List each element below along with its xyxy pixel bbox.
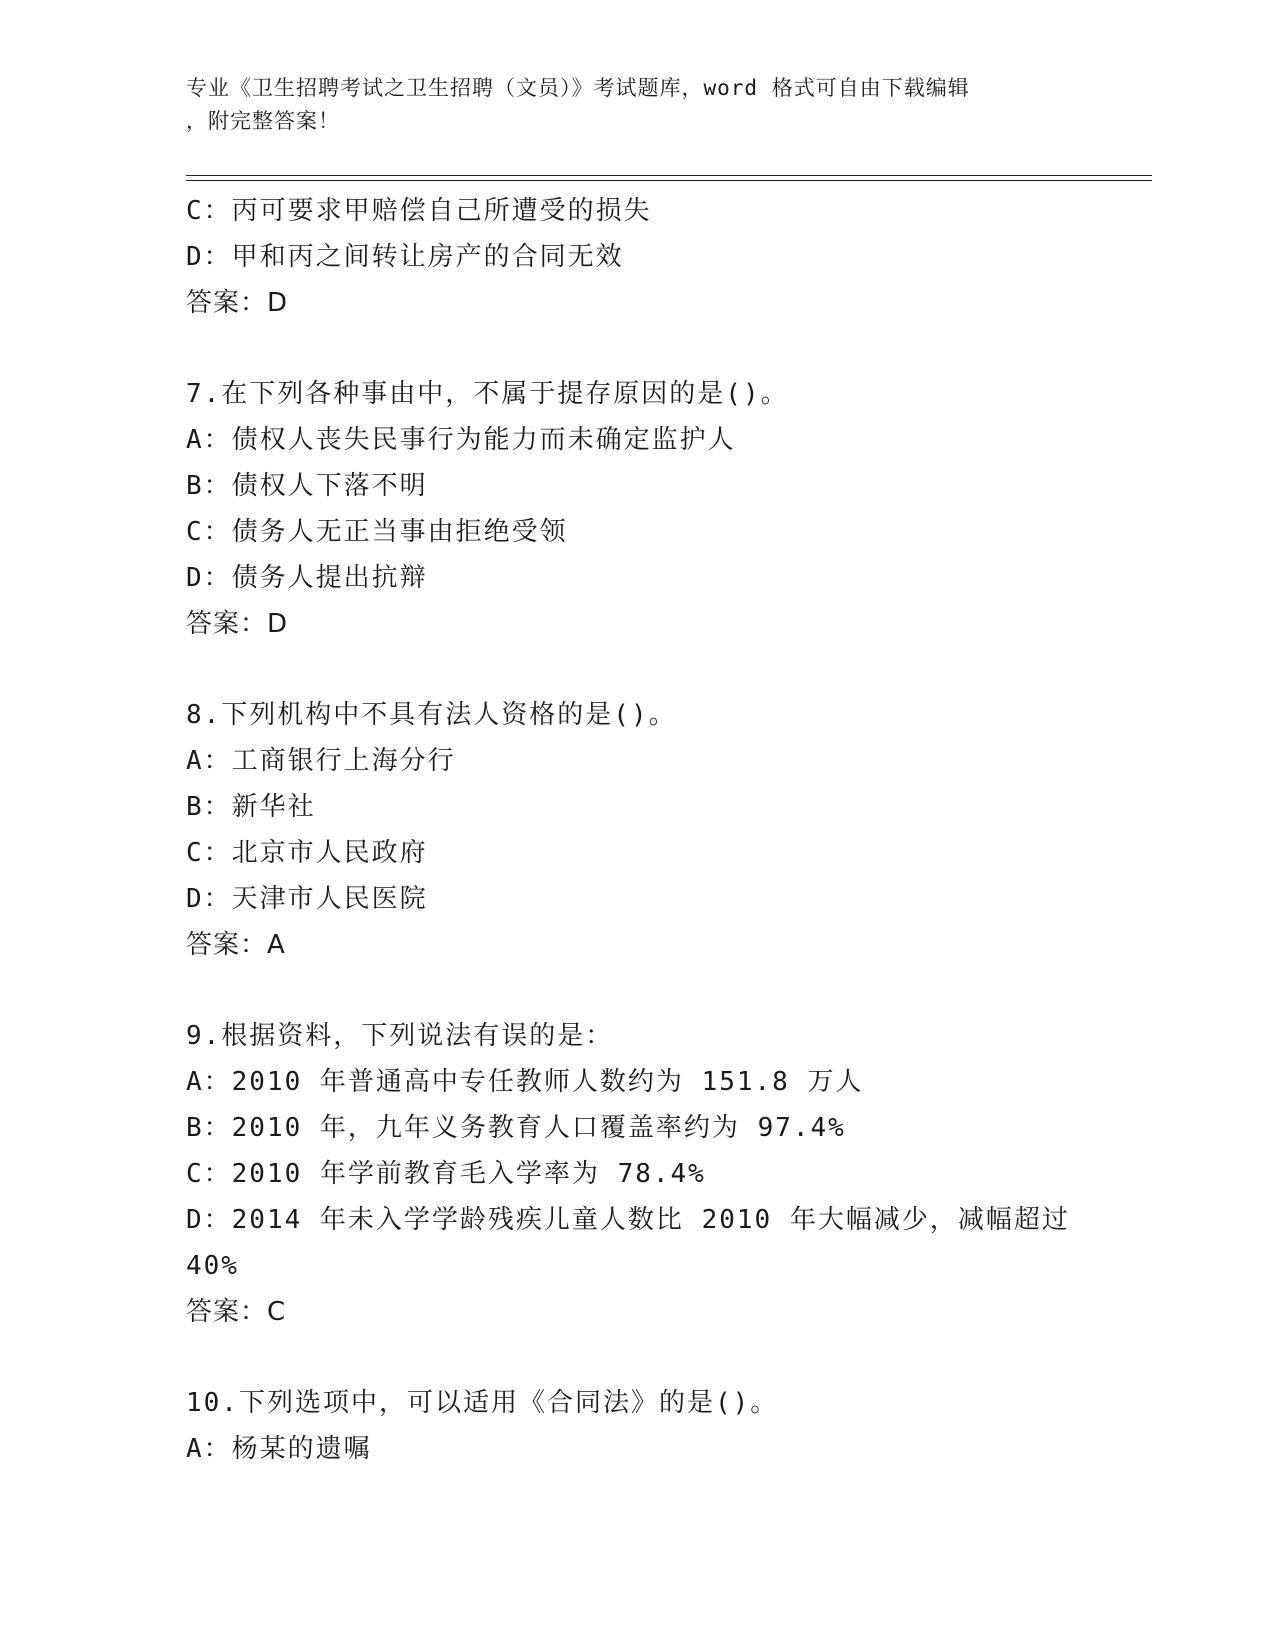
header-divider-top <box>186 175 1152 176</box>
option-a: A：杨某的遗嘱 <box>186 1434 372 1464</box>
option-b: B：2010 年，九年义务教育人口覆盖率约为 97.4% <box>186 1113 846 1143</box>
option-d: D：天津市人民医院 <box>186 884 428 914</box>
header-title-line: 专业《卫生招聘考试之卫生招聘（文员）》考试题库，word 格式可自由下载编辑 <box>186 76 970 100</box>
option-a: A：债权人丧失民事行为能力而未确定监护人 <box>186 425 736 455</box>
question-9 <box>186 1013 1086 1335</box>
spacer <box>186 1335 1086 1380</box>
option-a: A：2010 年普通高中专任教师人数约为 151.8 万人 <box>186 1067 864 1097</box>
question-stem: 9.根据资料，下列说法有误的是： <box>186 1021 614 1051</box>
answer-line: 答案：A <box>186 930 286 960</box>
question-stem: 8.下列机构中不具有法人资格的是()。 <box>186 700 677 730</box>
answer-line: 答案：D <box>186 609 289 639</box>
option-b: B：债权人下落不明 <box>186 471 428 501</box>
option-c: C：2010 年学前教育毛入学率为 78.4% <box>186 1159 706 1189</box>
document-header <box>186 72 1086 138</box>
spacer <box>186 647 1086 692</box>
question-stem: 10.下列选项中，可以适用《合同法》的是()。 <box>186 1388 779 1418</box>
question-7 <box>186 371 1086 647</box>
spacer <box>186 968 1086 1013</box>
option-c: C：债务人无正当事由拒绝受领 <box>186 517 568 547</box>
option-c: C：丙可要求甲赔偿自己所遭受的损失 <box>186 196 652 226</box>
answer-line: 答案：C <box>186 1297 287 1327</box>
option-d: D：债务人提出抗辩 <box>186 563 428 593</box>
header-divider-bottom <box>186 180 1152 181</box>
option-d: D：2014 年未入学学龄残疾儿童人数比 2010 年大幅减少，减幅超过 <box>186 1205 1070 1235</box>
question-list <box>186 188 1086 1472</box>
header-subtitle-line: ，附完整答案！ <box>186 109 340 133</box>
question-stem: 7.在下列各种事由中，不属于提存原因的是()。 <box>186 379 789 409</box>
option-c: C：北京市人民政府 <box>186 838 428 868</box>
question-10 <box>186 1380 1086 1472</box>
answer-line: 答案：D <box>186 288 289 318</box>
previous-question-tail <box>186 188 1086 326</box>
option-a: A：工商银行上海分行 <box>186 746 456 776</box>
option-b: B：新华社 <box>186 792 316 822</box>
spacer <box>186 326 1086 371</box>
option-d: D：甲和丙之间转让房产的合同无效 <box>186 242 624 272</box>
option-d-continuation: 40% <box>186 1251 239 1281</box>
question-8 <box>186 692 1086 968</box>
